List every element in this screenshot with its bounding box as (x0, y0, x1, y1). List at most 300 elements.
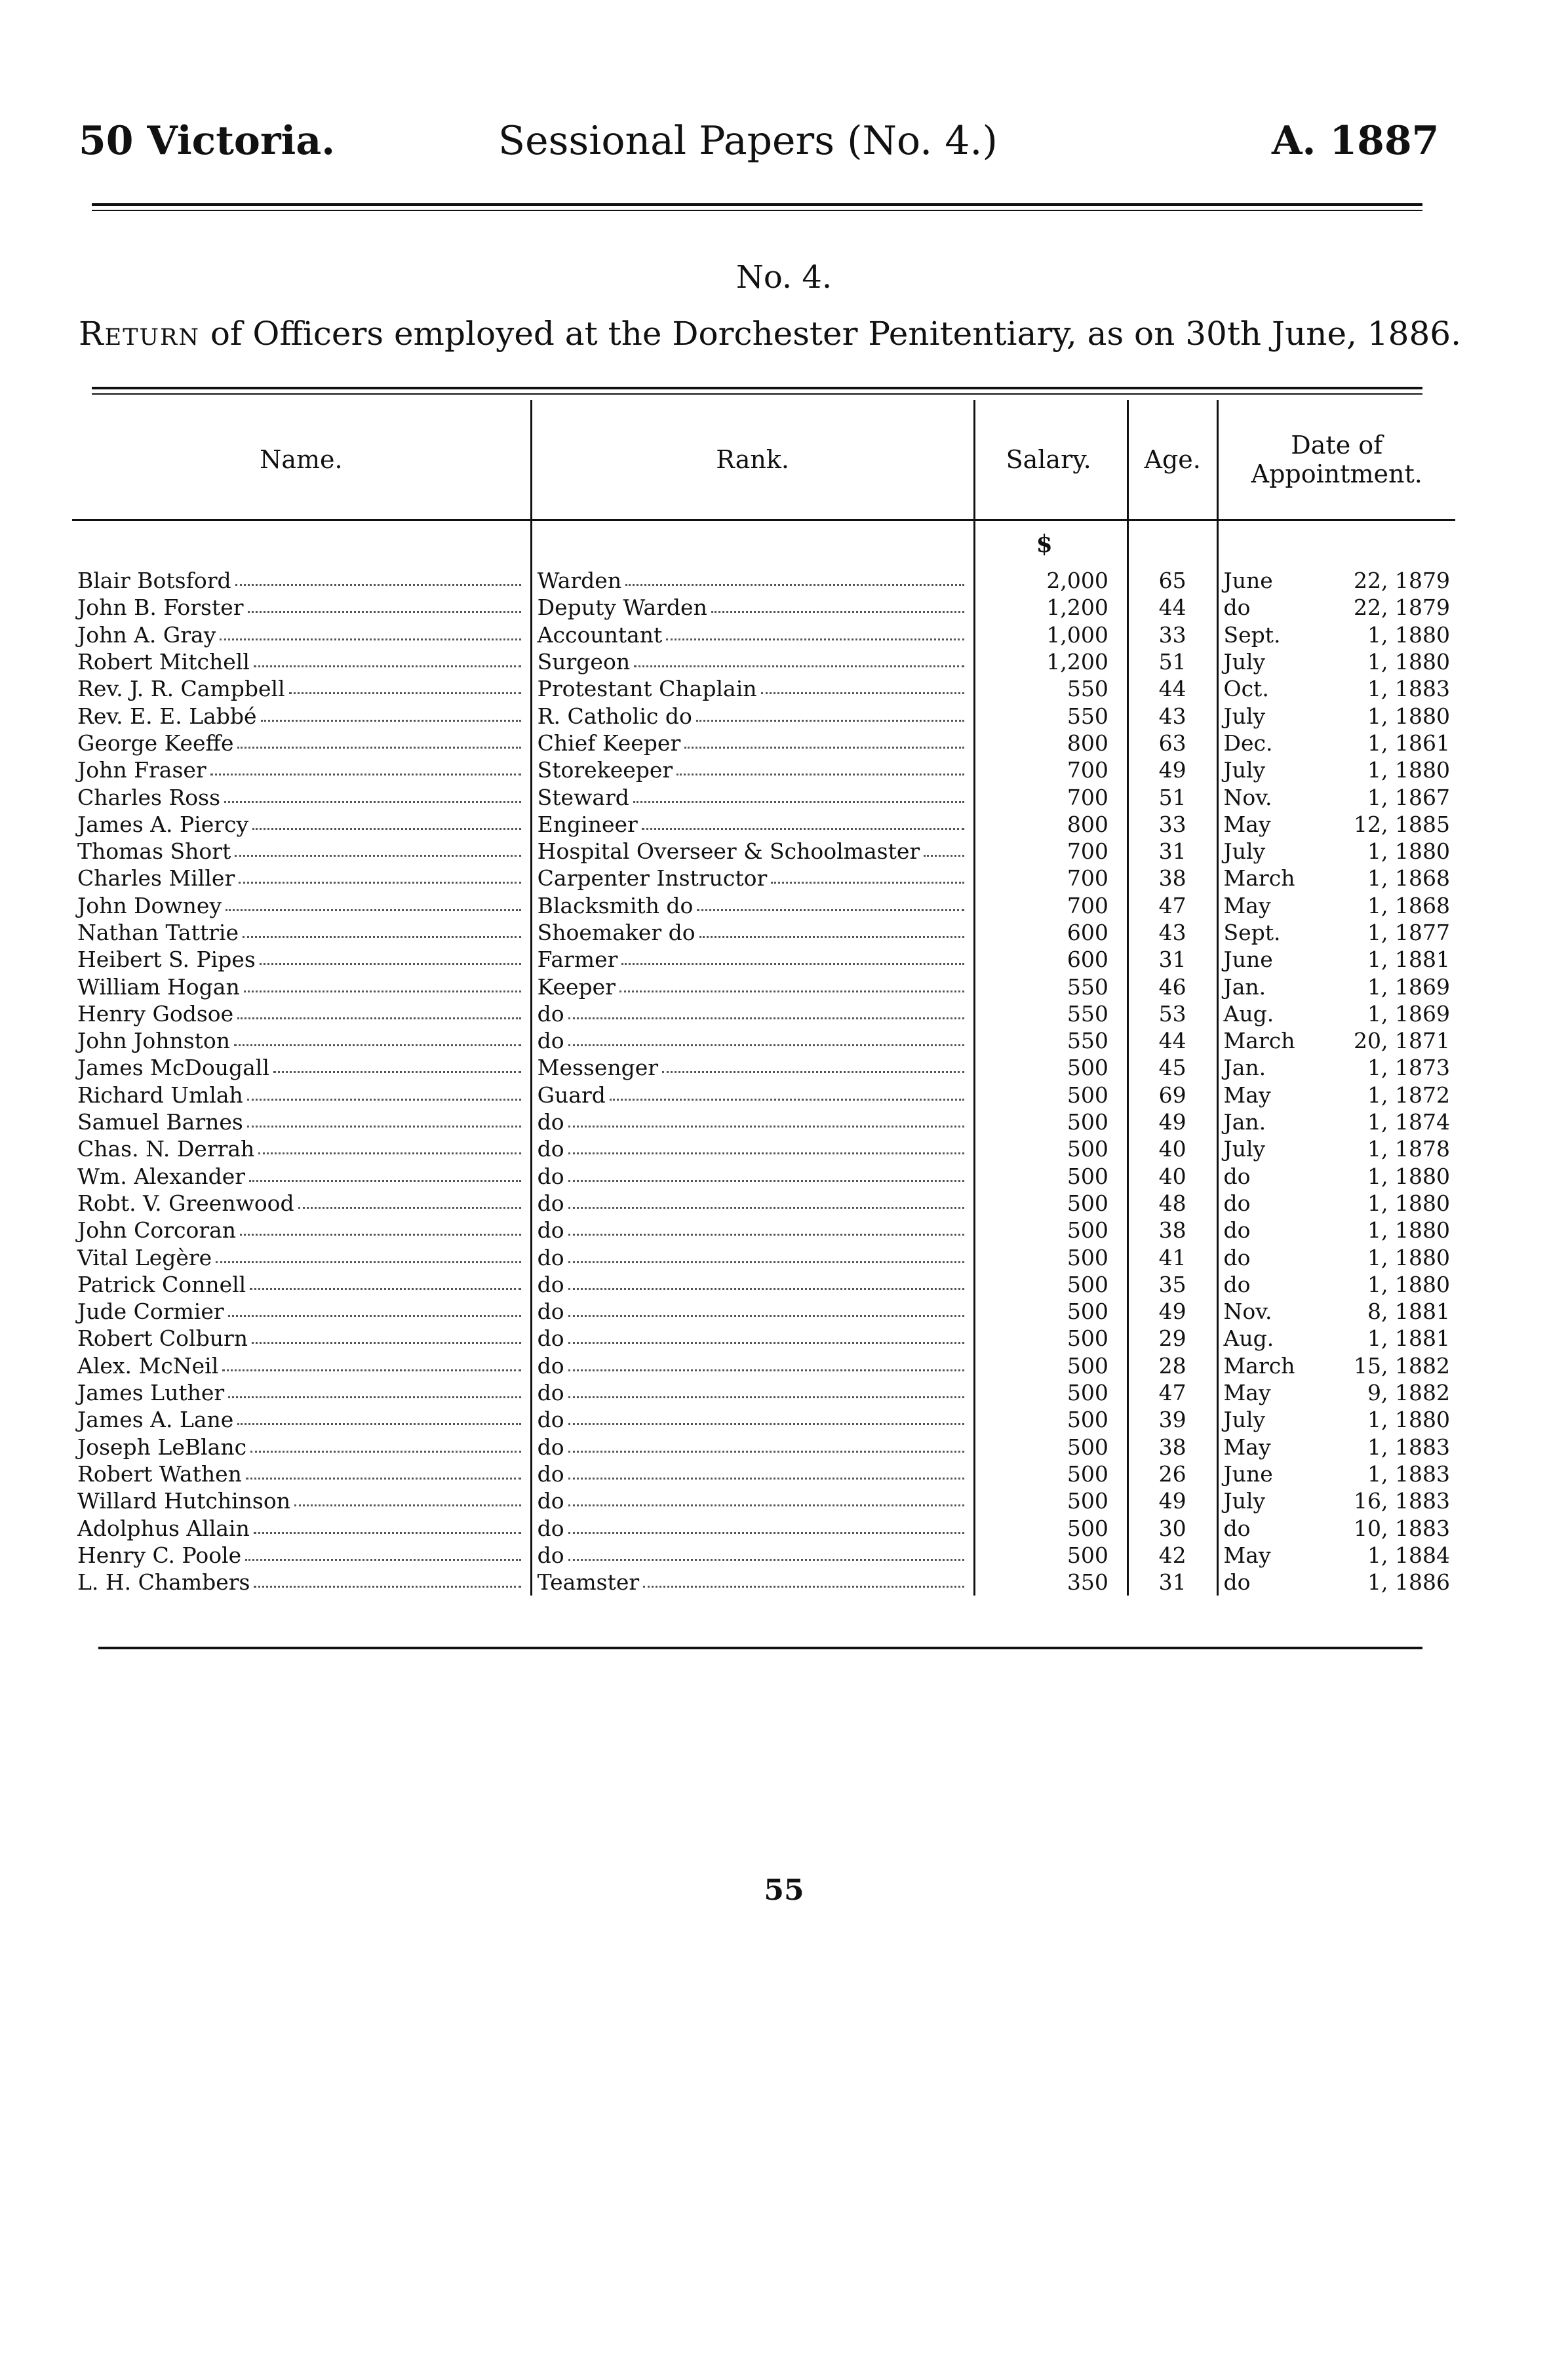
officer-name: L. H. Chambers (72, 1569, 531, 1596)
appointment-date (1217, 1271, 1455, 1298)
table-row (72, 1514, 1455, 1541)
appointment-date (1217, 1542, 1455, 1569)
officer-salary: 500 (974, 1487, 1127, 1514)
officer-salary: 550 (974, 675, 1127, 702)
appointment-day-year: 1, 1884 (1367, 1542, 1450, 1568)
officer-rank: Steward (531, 783, 974, 810)
appointment-month: May (1223, 1380, 1271, 1406)
appointment-day-year: 1, 1881 (1367, 947, 1450, 973)
table-row (72, 594, 1455, 621)
officer-salary: 500 (974, 1190, 1127, 1217)
table-row (72, 1379, 1455, 1406)
col-header-rank: Rank. (531, 400, 974, 520)
table-row (72, 1000, 1455, 1027)
appointment-date (1217, 1027, 1455, 1054)
officer-name: William Hogan (72, 973, 531, 1000)
appointment-day-year: 1, 1883 (1367, 1434, 1450, 1460)
officer-name: James A. Piercy (72, 811, 531, 838)
appointment-day-year: 1, 1877 (1367, 920, 1450, 945)
table-row (72, 730, 1455, 756)
appointment-date (1217, 1217, 1455, 1244)
appointment-month: do (1223, 1244, 1251, 1270)
appointment-date (1217, 675, 1455, 702)
appointment-month: Nov. (1223, 1299, 1272, 1325)
officer-salary: 1,200 (974, 648, 1127, 675)
table-body (72, 520, 1455, 1596)
appointment-date (1217, 1569, 1455, 1596)
officer-age: 38 (1127, 1434, 1217, 1461)
officer-rank: do (531, 1135, 974, 1162)
officer-name: John Downey (72, 892, 531, 919)
appointment-date (1217, 1434, 1455, 1461)
appointment-day-year: 1, 1880 (1367, 1163, 1450, 1189)
officer-age: 38 (1127, 865, 1217, 892)
officer-salary: 500 (974, 1379, 1127, 1406)
appointment-month: Nov. (1223, 784, 1272, 810)
officer-name: Henry Godsoe (72, 1000, 531, 1027)
appointment-month: May (1223, 811, 1271, 837)
table-row (72, 973, 1455, 1000)
appointment-month: do (1223, 1515, 1251, 1541)
appointment-month: do (1223, 1190, 1251, 1216)
officer-name: Jude Cormier (72, 1298, 531, 1325)
officer-age: 28 (1127, 1352, 1217, 1379)
officer-age: 47 (1127, 1379, 1217, 1406)
appointment-month: do (1223, 1217, 1251, 1244)
table-row (72, 621, 1455, 648)
document-number: No. 4. (735, 259, 833, 296)
appointment-month: June (1223, 947, 1273, 973)
officer-rank: Farmer (531, 946, 974, 973)
officer-age: 39 (1127, 1406, 1217, 1433)
officer-age: 49 (1127, 1487, 1217, 1514)
appointment-day-year: 22, 1879 (1354, 568, 1450, 594)
officer-rank: do (531, 1542, 974, 1569)
appointment-month: July (1223, 757, 1266, 783)
appointment-date (1217, 1461, 1455, 1487)
appointment-day-year: 1, 1869 (1367, 1000, 1450, 1027)
table-row (72, 811, 1455, 838)
appointment-day-year: 1, 1872 (1367, 1082, 1450, 1108)
officer-age: 43 (1127, 702, 1217, 729)
officer-rank: R. Catholic do (531, 702, 974, 729)
appointment-date (1217, 1190, 1455, 1217)
appointment-day-year: 1, 1880 (1367, 1271, 1450, 1297)
officer-age: 49 (1127, 1108, 1217, 1135)
appointment-day-year: 1, 1880 (1367, 1407, 1450, 1433)
officer-salary: 700 (974, 756, 1127, 783)
officer-name: James McDougall (72, 1054, 531, 1081)
appointment-day-year: 16, 1883 (1354, 1488, 1450, 1514)
table-row (72, 702, 1455, 729)
officer-age: 43 (1127, 919, 1217, 946)
header-title: Sessional Papers (No. 4.) (498, 118, 998, 164)
officer-rank: do (531, 1514, 974, 1541)
officer-age: 31 (1127, 838, 1217, 865)
appointment-date (1217, 621, 1455, 648)
officer-name: James A. Lane (72, 1406, 531, 1433)
appointment-date (1217, 865, 1455, 892)
officer-age: 44 (1127, 1027, 1217, 1054)
officer-age: 65 (1127, 567, 1217, 594)
appointment-day-year: 1, 1880 (1367, 703, 1450, 729)
appointment-day-year: 8, 1881 (1367, 1299, 1450, 1325)
officer-rank: Engineer (531, 811, 974, 838)
officer-age: 38 (1127, 1217, 1217, 1244)
officer-age: 46 (1127, 973, 1217, 1000)
officer-rank: Guard (531, 1082, 974, 1108)
officer-salary: 700 (974, 783, 1127, 810)
officer-name: Rev. J. R. Campbell (72, 675, 531, 702)
appointment-month: Jan. (1223, 1055, 1266, 1081)
officer-name: John Johnston (72, 1027, 531, 1054)
officer-rank: do (531, 1325, 974, 1352)
appointment-day-year: 1, 1880 (1367, 1217, 1450, 1244)
appointment-month: March (1223, 1028, 1295, 1054)
officer-rank: do (531, 1487, 974, 1514)
officer-rank: do (531, 1379, 974, 1406)
appointment-day-year: 1, 1880 (1367, 649, 1450, 675)
appointment-date (1217, 648, 1455, 675)
table-row (72, 1487, 1455, 1514)
appointment-date (1217, 594, 1455, 621)
appointment-day-year: 1, 1886 (1367, 1569, 1450, 1596)
officer-age: 40 (1127, 1163, 1217, 1190)
officer-age: 51 (1127, 648, 1217, 675)
officer-salary: 550 (974, 702, 1127, 729)
appointment-day-year: 1, 1880 (1367, 1190, 1450, 1216)
appointment-day-year: 1, 1878 (1367, 1136, 1450, 1162)
officer-name: John B. Forster (72, 594, 531, 621)
officer-age: 44 (1127, 675, 1217, 702)
appointment-day-year: 1, 1874 (1367, 1109, 1450, 1135)
officer-name: Heibert S. Pipes (72, 946, 531, 973)
appointment-date (1217, 1108, 1455, 1135)
appointment-date (1217, 756, 1455, 783)
officer-rank: do (531, 1434, 974, 1461)
officer-age: 30 (1127, 1514, 1217, 1541)
officer-name: Robert Mitchell (72, 648, 531, 675)
officer-rank: do (531, 1163, 974, 1190)
officer-name: Charles Miller (72, 865, 531, 892)
table-row (72, 783, 1455, 810)
title-lead-word: Return (79, 315, 201, 353)
officer-rank: Chief Keeper (531, 730, 974, 756)
officer-rank: do (531, 1000, 974, 1027)
appointment-month: Sept. (1223, 920, 1281, 945)
appointment-month: do (1223, 595, 1251, 621)
appointment-date (1217, 919, 1455, 946)
officer-name: Thomas Short (72, 838, 531, 865)
officer-salary: 500 (974, 1217, 1127, 1244)
officer-name: Henry C. Poole (72, 1542, 531, 1569)
appointment-date (1217, 1244, 1455, 1270)
officer-rank: Carpenter Instructor (531, 865, 974, 892)
appointment-month: do (1223, 1271, 1251, 1297)
appointment-date (1217, 1000, 1455, 1027)
appointment-date (1217, 730, 1455, 756)
officer-salary: 550 (974, 973, 1127, 1000)
table-row (72, 1352, 1455, 1379)
appointment-day-year: 1, 1861 (1367, 730, 1450, 756)
officer-name: Robert Wathen (72, 1461, 531, 1487)
appointment-day-year: 1, 1867 (1367, 784, 1450, 810)
appointment-date (1217, 567, 1455, 594)
table-row (72, 1027, 1455, 1054)
appointment-day-year: 22, 1879 (1354, 595, 1450, 621)
appointment-date (1217, 946, 1455, 973)
officer-age: 44 (1127, 594, 1217, 621)
appointment-day-year: 9, 1882 (1367, 1380, 1450, 1406)
officer-salary: 600 (974, 946, 1127, 973)
officer-salary: 800 (974, 811, 1127, 838)
officer-rank: Shoemaker do (531, 919, 974, 946)
appointment-month: Aug. (1223, 1325, 1274, 1352)
appointment-month: Oct. (1223, 676, 1269, 702)
officer-name: Robert Colburn (72, 1325, 531, 1352)
appointment-date (1217, 1325, 1455, 1352)
table-row (72, 567, 1455, 594)
officer-name: Joseph LeBlanc (72, 1434, 531, 1461)
officer-age: 42 (1127, 1542, 1217, 1569)
appointment-month: Jan. (1223, 1109, 1266, 1135)
appointment-month: July (1223, 1407, 1266, 1433)
officer-salary: 500 (974, 1298, 1127, 1325)
appointment-day-year: 1, 1869 (1367, 973, 1450, 1000)
appointment-day-year: 10, 1883 (1354, 1515, 1450, 1541)
appointment-day-year: 15, 1882 (1354, 1352, 1450, 1379)
officer-rank: do (531, 1271, 974, 1298)
officer-salary: 500 (974, 1271, 1127, 1298)
officer-age: 26 (1127, 1461, 1217, 1487)
page-number: 55 (764, 1873, 804, 1907)
document-title (79, 315, 1461, 353)
officer-salary: 500 (974, 1352, 1127, 1379)
title-rule (92, 387, 1422, 389)
officer-name: Rev. E. E. Labbé (72, 702, 531, 729)
officer-name: John Corcoran (72, 1217, 531, 1244)
officer-rank: do (531, 1406, 974, 1433)
officer-name: Wm. Alexander (72, 1163, 531, 1190)
appointment-day-year: 1, 1880 (1367, 838, 1450, 865)
table-row (72, 1217, 1455, 1244)
table-row (72, 1406, 1455, 1433)
appointment-day-year: 1, 1868 (1367, 865, 1450, 892)
table-row (72, 1082, 1455, 1108)
col-header-date: Date of Appointment. (1217, 400, 1455, 520)
officer-rank: do (531, 1027, 974, 1054)
officer-age: 63 (1127, 730, 1217, 756)
col-header-salary: Salary. (974, 400, 1127, 520)
officer-rank: Warden (531, 567, 974, 594)
table-row (72, 1190, 1455, 1217)
officer-name: Blair Botsford (72, 567, 531, 594)
appointment-month: June (1223, 1461, 1273, 1487)
officer-rank: Keeper (531, 973, 974, 1000)
table-row (72, 1163, 1455, 1190)
appointment-month: May (1223, 1542, 1271, 1568)
appointment-date (1217, 1379, 1455, 1406)
appointment-day-year: 1, 1873 (1367, 1055, 1450, 1081)
table-row (72, 919, 1455, 946)
officer-salary: 500 (974, 1406, 1127, 1433)
officer-rank: Hospital Overseer & Schoolmaster (531, 838, 974, 865)
officer-age: 49 (1127, 756, 1217, 783)
officer-salary: 350 (974, 1569, 1127, 1596)
officer-name: Samuel Barnes (72, 1108, 531, 1135)
title-rule-thin (92, 393, 1422, 395)
appointment-month: Jan. (1223, 973, 1266, 1000)
appointment-date (1217, 1054, 1455, 1081)
officer-age: 48 (1127, 1190, 1217, 1217)
appointment-day-year: 12, 1885 (1354, 811, 1450, 837)
table-row (72, 1054, 1455, 1081)
officer-name: Robt. V. Greenwood (72, 1190, 531, 1217)
appointment-month: Aug. (1223, 1000, 1274, 1027)
table-row (72, 1325, 1455, 1352)
appointment-date (1217, 1406, 1455, 1433)
officers-table (72, 400, 1455, 1596)
officer-rank: Accountant (531, 621, 974, 648)
officer-salary: 500 (974, 1244, 1127, 1270)
appointment-date (1217, 1352, 1455, 1379)
officer-salary: 500 (974, 1514, 1127, 1541)
officer-age: 31 (1127, 946, 1217, 973)
table-row (72, 1108, 1455, 1135)
officer-name: Charles Ross (72, 783, 531, 810)
title-text: of Officers employed at the Dorchester Penitentiary, as on 30th June, 1886. (200, 315, 1461, 353)
officer-salary: 500 (974, 1542, 1127, 1569)
officer-salary: 500 (974, 1108, 1127, 1135)
officer-salary: 500 (974, 1163, 1127, 1190)
officer-rank: Storekeeper (531, 756, 974, 783)
appointment-date (1217, 702, 1455, 729)
appointment-day-year: 1, 1880 (1367, 1244, 1450, 1270)
officer-salary: 500 (974, 1434, 1127, 1461)
officer-rank: Protestant Chaplain (531, 675, 974, 702)
appointment-month: July (1223, 1488, 1266, 1514)
officer-name: Richard Umlah (72, 1082, 531, 1108)
appointment-date (1217, 1298, 1455, 1325)
appointment-month: Dec. (1223, 730, 1273, 756)
table-row (72, 1271, 1455, 1298)
officer-age: 41 (1127, 1244, 1217, 1270)
appointment-day-year: 1, 1880 (1367, 757, 1450, 783)
officer-salary: 500 (974, 1325, 1127, 1352)
appointment-date (1217, 838, 1455, 865)
appointment-day-year: 20, 1871 (1354, 1028, 1450, 1054)
appointment-date (1217, 811, 1455, 838)
officer-salary: 1,200 (974, 594, 1127, 621)
officer-name: John A. Gray (72, 621, 531, 648)
appointment-day-year: 1, 1881 (1367, 1325, 1450, 1352)
officer-age: 35 (1127, 1271, 1217, 1298)
officer-salary: 700 (974, 892, 1127, 919)
header-session: 50 Victoria. (79, 118, 336, 164)
officer-name: John Fraser (72, 756, 531, 783)
officer-age: 51 (1127, 783, 1217, 810)
appointment-month: June (1223, 568, 1273, 594)
officer-age: 33 (1127, 811, 1217, 838)
col-header-age: Age. (1127, 400, 1217, 520)
officer-age: 33 (1127, 621, 1217, 648)
currency-symbol: $ (974, 520, 1127, 568)
table-row (72, 838, 1455, 865)
appointment-date (1217, 892, 1455, 919)
officer-salary: 500 (974, 1082, 1127, 1108)
officer-name: James Luther (72, 1379, 531, 1406)
appointment-month: do (1223, 1163, 1251, 1189)
table-row (72, 1461, 1455, 1487)
officer-age: 69 (1127, 1082, 1217, 1108)
appointment-day-year: 1, 1883 (1367, 1461, 1450, 1487)
officer-age: 31 (1127, 1569, 1217, 1596)
appointment-month: do (1223, 1569, 1251, 1596)
table-header-row (72, 400, 1455, 520)
officer-salary: 1,000 (974, 621, 1127, 648)
officer-age: 40 (1127, 1135, 1217, 1162)
officer-rank: do (531, 1244, 974, 1270)
officer-rank: Surgeon (531, 648, 974, 675)
officer-salary: 550 (974, 1000, 1127, 1027)
officer-salary: 2,000 (974, 567, 1127, 594)
currency-row (72, 520, 1455, 568)
header-rule (92, 203, 1422, 206)
appointment-month: May (1223, 1434, 1271, 1460)
table-row (72, 1542, 1455, 1569)
officer-age: 29 (1127, 1325, 1217, 1352)
officer-rank: do (531, 1461, 974, 1487)
officer-name: Vital Legère (72, 1244, 531, 1270)
officer-rank: Teamster (531, 1569, 974, 1596)
officer-name: George Keeffe (72, 730, 531, 756)
appointment-date (1217, 1487, 1455, 1514)
officer-rank: Messenger (531, 1054, 974, 1081)
officer-name: Adolphus Allain (72, 1514, 531, 1541)
table-row (72, 1569, 1455, 1596)
officer-salary: 500 (974, 1054, 1127, 1081)
officer-age: 49 (1127, 1298, 1217, 1325)
officer-rank: do (531, 1108, 974, 1135)
officer-rank: do (531, 1217, 974, 1244)
officer-salary: 700 (974, 838, 1127, 865)
officer-name: Alex. McNeil (72, 1352, 531, 1379)
appointment-month: March (1223, 865, 1295, 892)
appointment-month: May (1223, 1082, 1271, 1108)
appointment-month: Sept. (1223, 621, 1281, 648)
officer-age: 53 (1127, 1000, 1217, 1027)
table-row (72, 1244, 1455, 1270)
table-row (72, 675, 1455, 702)
appointment-date (1217, 973, 1455, 1000)
table-row (72, 865, 1455, 892)
appointment-month: July (1223, 649, 1266, 675)
table-row (72, 946, 1455, 973)
officer-salary: 800 (974, 730, 1127, 756)
table-row (72, 648, 1455, 675)
appointment-month: July (1223, 703, 1266, 729)
appointment-day-year: 1, 1880 (1367, 621, 1450, 648)
table-row (72, 892, 1455, 919)
officer-rank: do (531, 1298, 974, 1325)
officer-salary: 700 (974, 865, 1127, 892)
appointment-date (1217, 1514, 1455, 1541)
table-row (72, 1135, 1455, 1162)
officer-salary: 550 (974, 1027, 1127, 1054)
officer-age: 47 (1127, 892, 1217, 919)
officer-name: Nathan Tattrie (72, 919, 531, 946)
appointment-month: March (1223, 1352, 1295, 1379)
